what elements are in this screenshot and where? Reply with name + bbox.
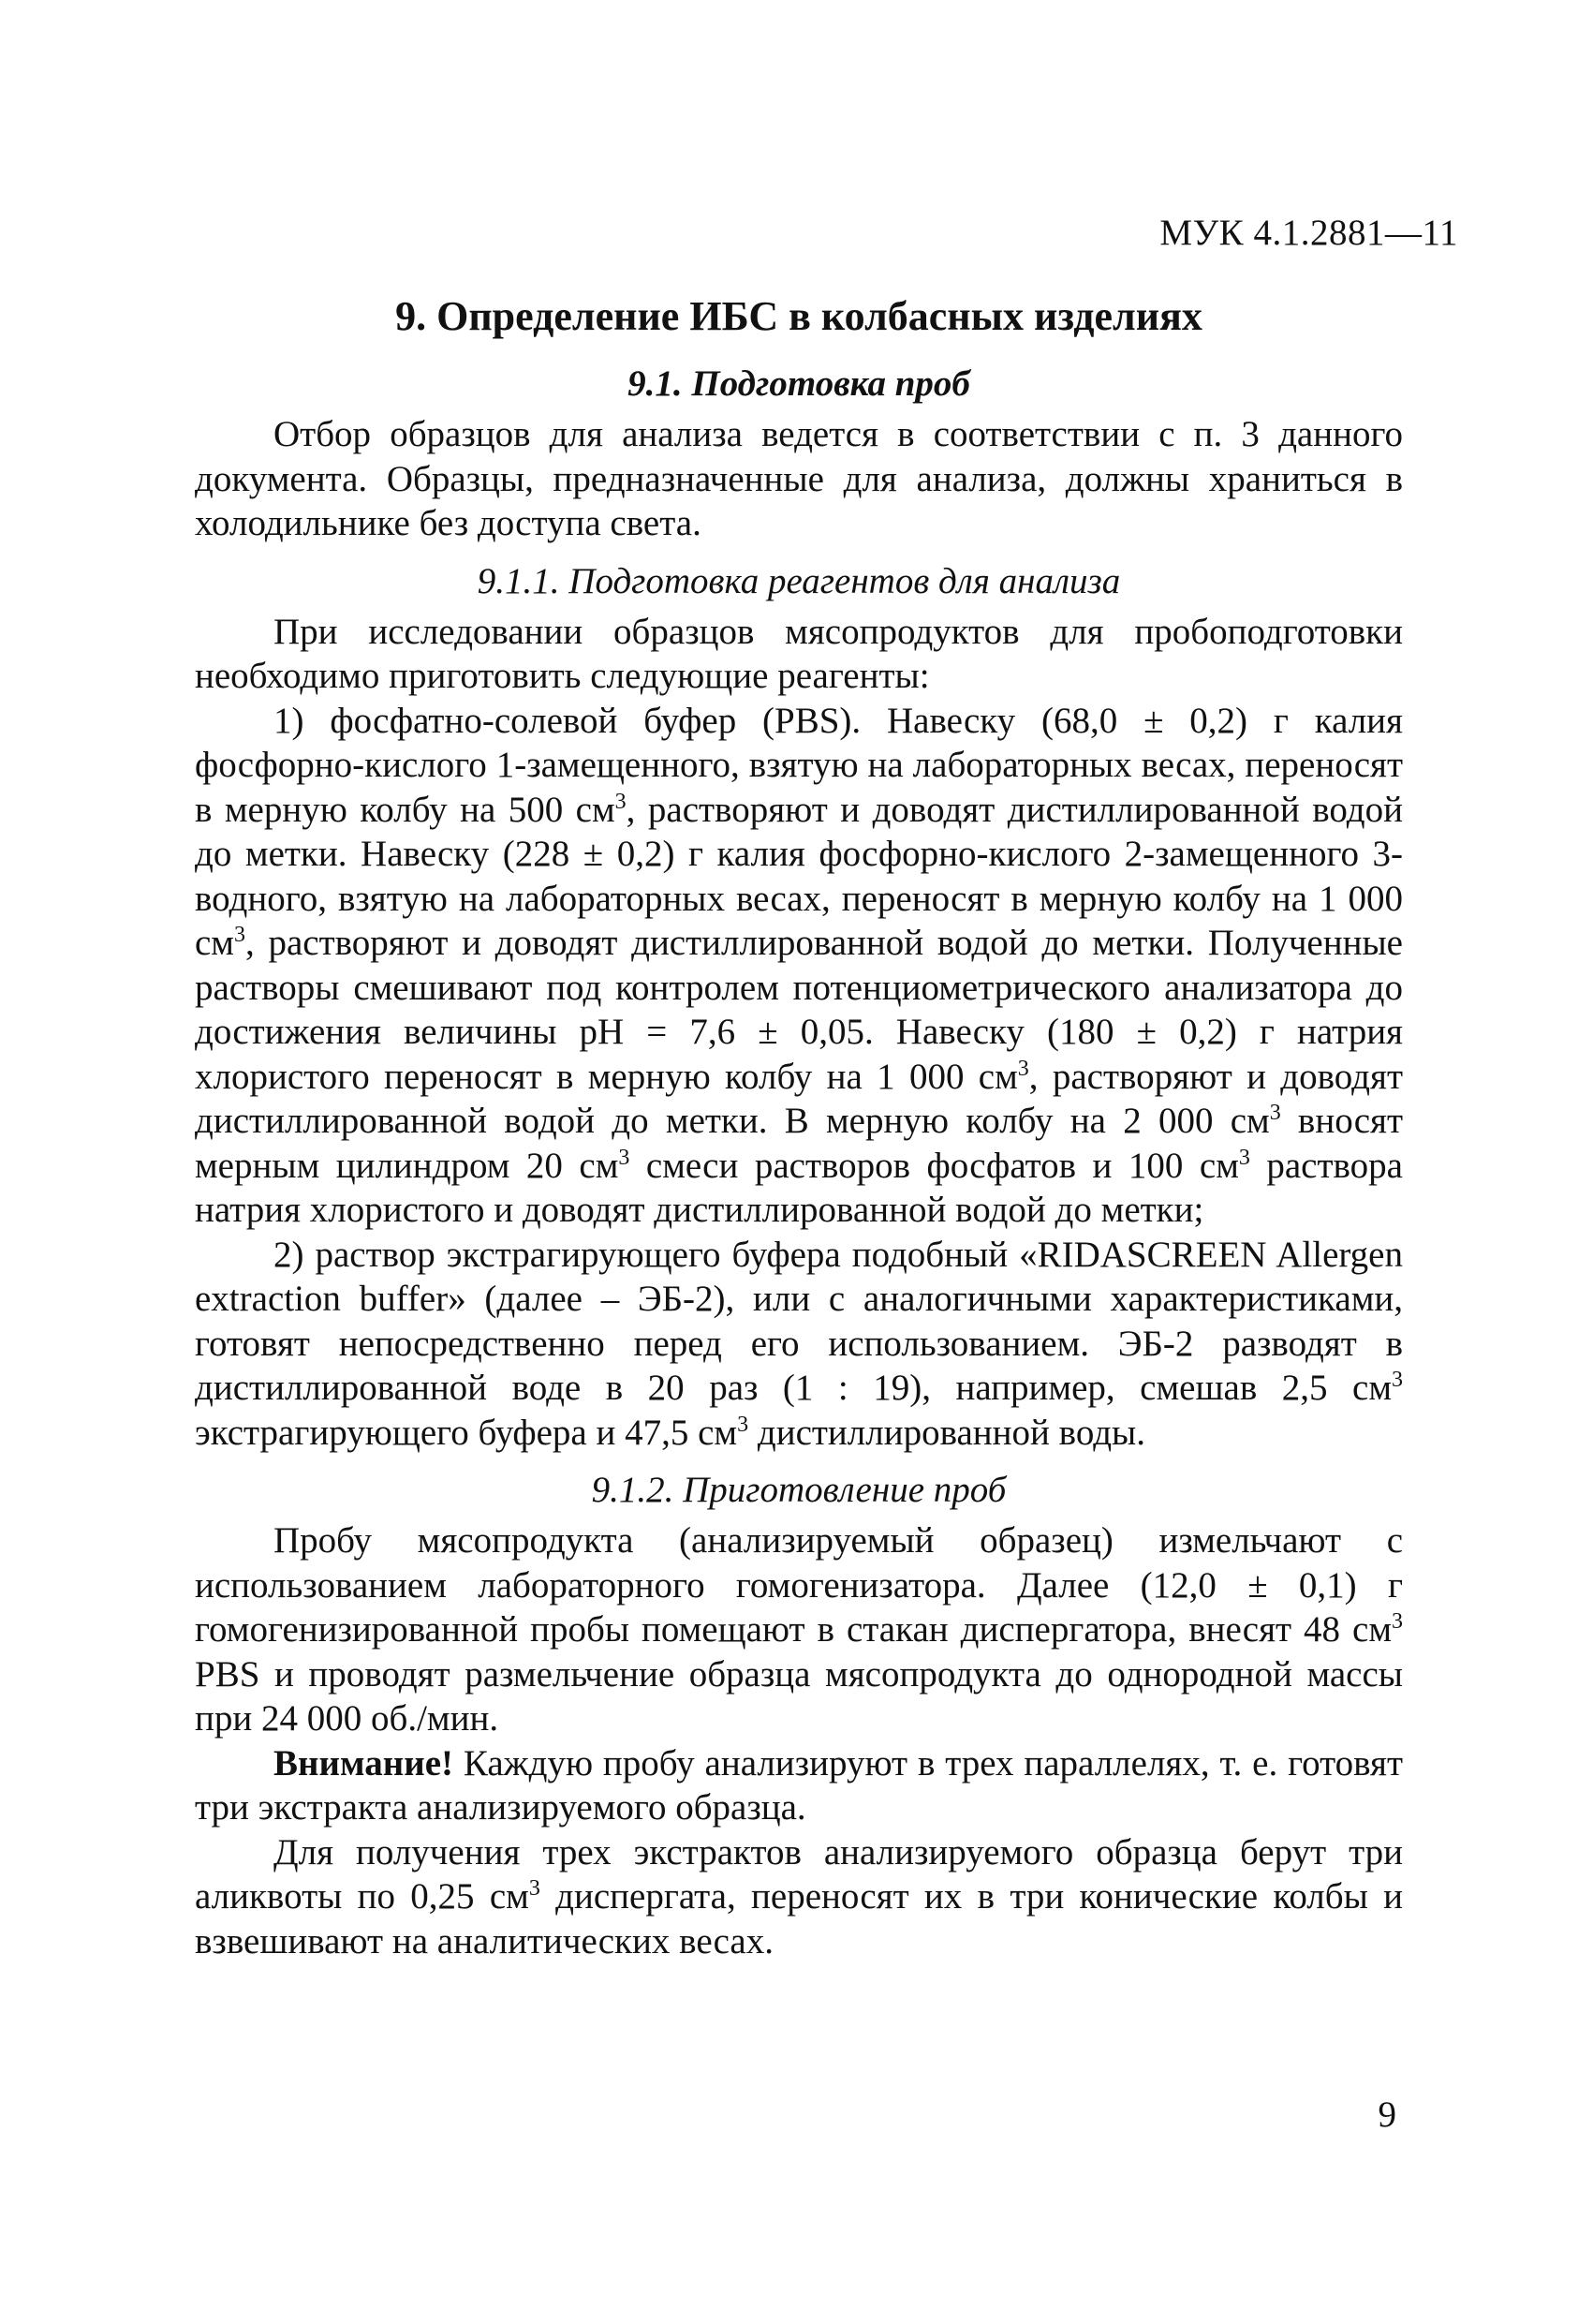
subsection-title-9-1-2: 9.1.2. Приготовление проб: [591, 1470, 1007, 1510]
subsection-title-9-1-1: 9.1.1. Подготовка реагентов для анализа: [477, 560, 1121, 601]
attention-label: Внимание!: [273, 1742, 453, 1784]
content-column: [195, 290, 1403, 1963]
section-title: 9. Определение ИБС в колбасных изделиях: [395, 293, 1202, 339]
paragraph-reagents-intro: При исследовании образцов мясопродуктов для пробоподготовки необходимо приготовить следующие реагенты:: [195, 611, 1403, 696]
page-number: 9: [1378, 2095, 1396, 2135]
subsection-title-9-1: 9.1. Подготовка проб: [627, 363, 970, 404]
paragraph-sample-preparation: Пробу мясопродукта (анализируемый образец) измельчают с использованием лабораторного гомогенизатора. Далее (12,0 ± 0,1) г гомогенизированной пробы помещают в стакан диспергатора, внесят 48 $см^3$ PBS и проводят размельчение образца мясопродукта до однородной массы при 24 000 об./мин.: [195, 1520, 1403, 1739]
list-item-extraction-buffer: 2) раствор экстрагирующего буфера подобный «RIDASCREEN Allergen extraction buffer» (далее – ЭБ-2), или с аналогичными характеристиками, готовят непосредственно перед его использованием. ЭБ-2 разводят в дистиллированной воде в 20 раз (1 : 19), например, смешав 2,5 $см^3$ экстрагирующего буфера и 47,5 $см^3$ дистиллированной воды.: [195, 1234, 1403, 1453]
document-code: МУК 4.1.2881—11: [1159, 213, 1458, 253]
list-item-pbs-buffer: 1) фосфатно-солевой буфер (PBS). Навеску (68,0 ± 0,2) г калия фосфорно-кислого 1-замещенного, взятую на лабораторных весах, переносят в мерную колбу на 500 $см^3$, растворяют и доводят дистиллированной водой до метки. Навеску (228 ± 0,2) г калия фосфорно-кислого 2-замещенного 3-водного, взятую на лабораторных весах, переносят в мерную колбу на 1 000 $см^3$, растворяют и доводят дистиллированной водой до метки. Полученные растворы смешивают под контролем потенциометрического анализатора до достижения величины pH = 7,6 ± 0,05. Навеску (180 ± 0,2) г натрия хлористого переносят в мерную колбу на 1 000 $см^3$, растворяют и доводят дистиллированной водой до метки. В мерную колбу на 2 000 $см^3$ вносят мерным цилиндром 20 $см^3$ смеси растворов фосфатов и 100 $см^3$ раствора натрия хлористого и доводят дистиллированной водой до метки;: [195, 700, 1403, 1230]
paragraph-sample-selection: Отбор образцов для анализа ведется в соответствии с п. 3 данного документа. Образцы, предназначенные для анализа, должны храниться в холодильнике без доступа света.: [195, 414, 1403, 543]
paragraph-aliquots: Для получения трех экстрактов анализируемого образца берут три аликвоты по 0,25 $см^3$ диспергата, переносят их в три конические колбы и взвешивают на аналитических весах.: [195, 1831, 1403, 1961]
paragraph-attention: Внимание! Каждую пробу анализируют в трех параллелях, т. е. готовят три экстракта анализируемого образца.: [195, 1742, 1403, 1828]
